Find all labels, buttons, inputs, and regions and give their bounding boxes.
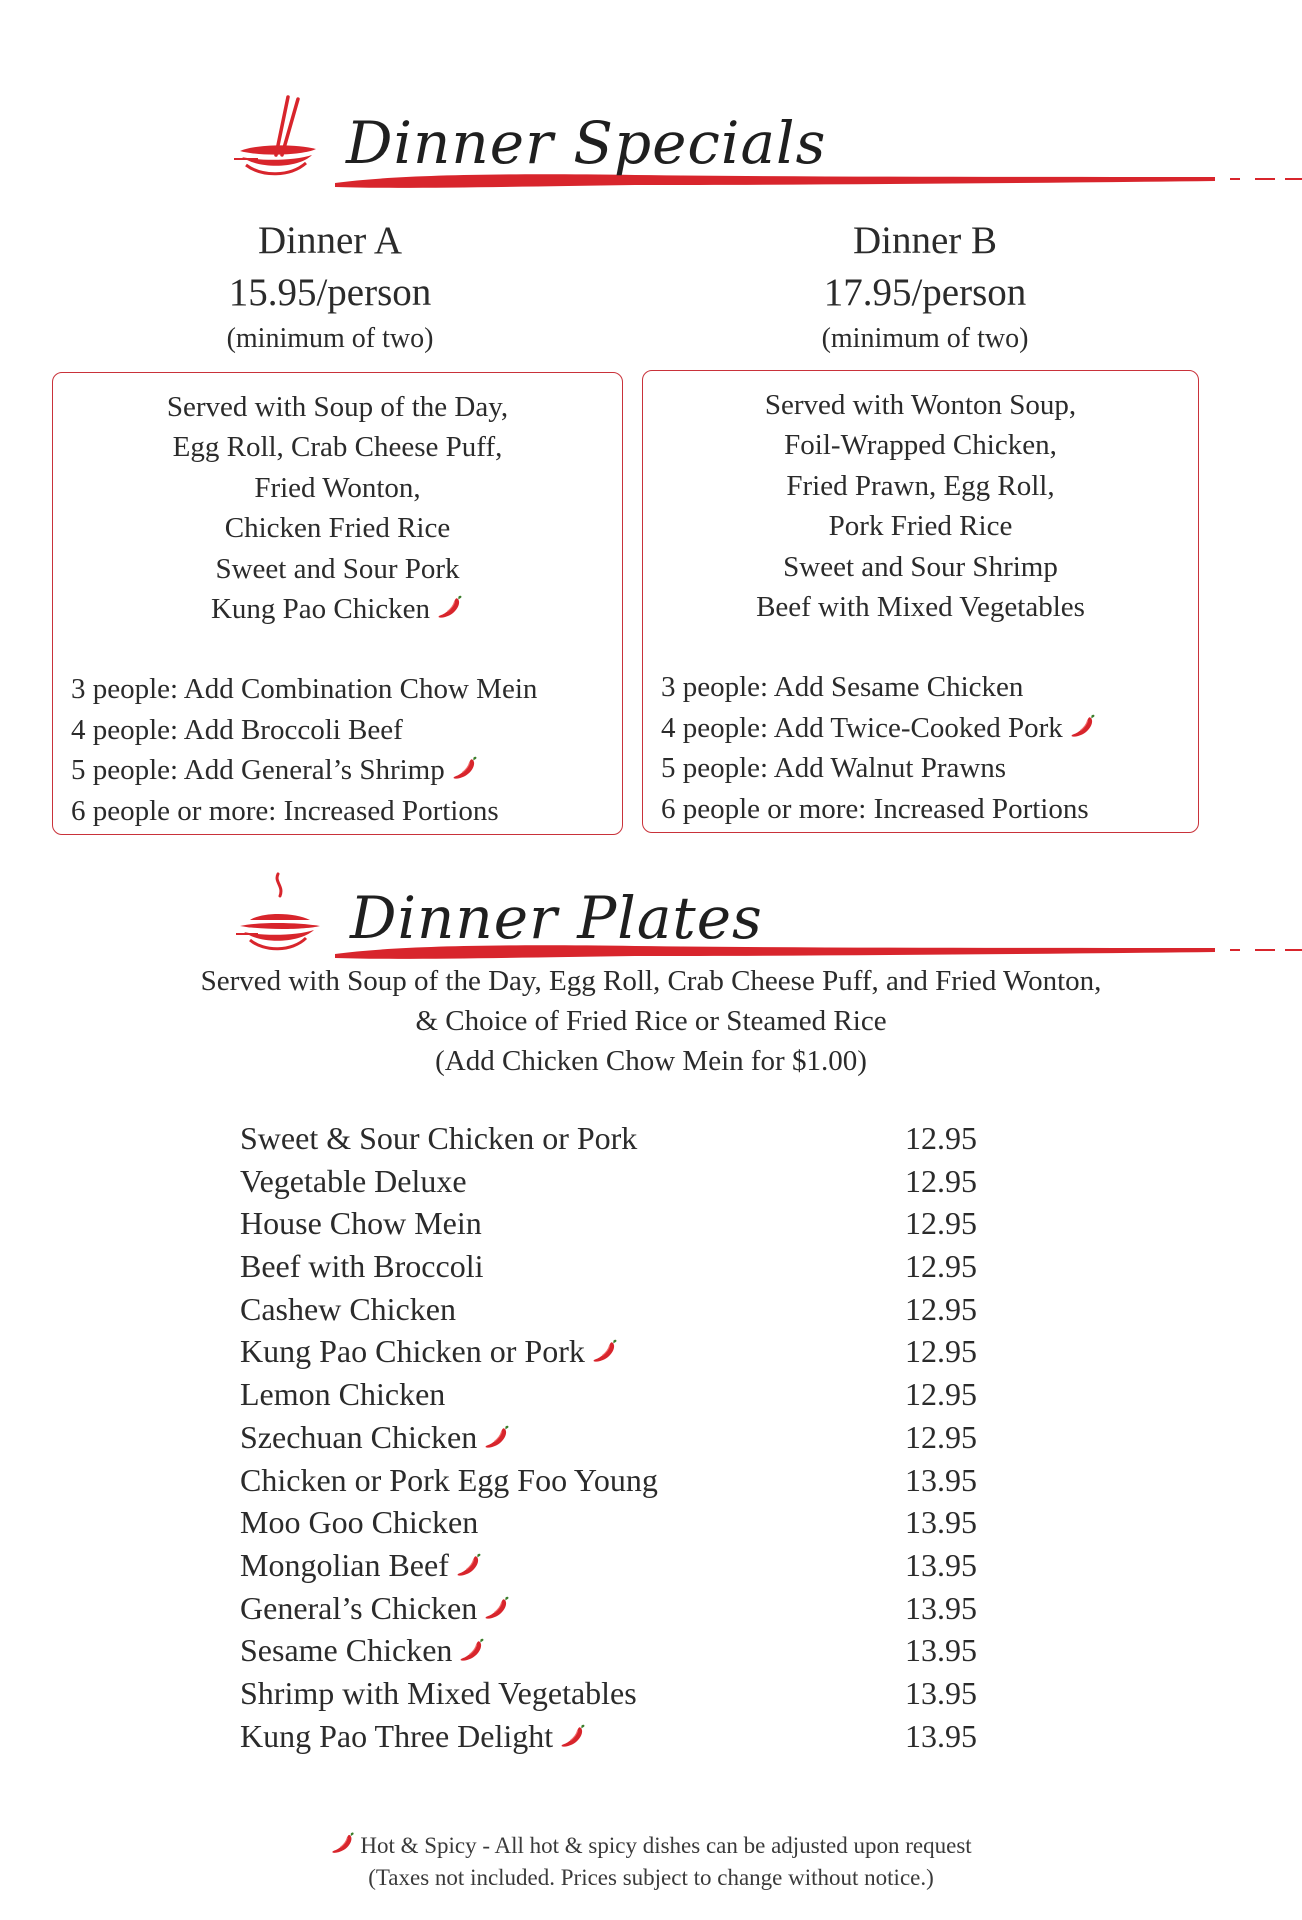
plate-row [240, 1501, 1040, 1544]
plate-row [240, 1715, 1040, 1758]
plate-name [240, 1330, 619, 1373]
dinner-a-item [53, 427, 622, 467]
dinner-a-item [53, 387, 622, 427]
plate-name [240, 1629, 486, 1672]
dinner-a-item [53, 508, 622, 548]
dinner-a-extra [71, 791, 622, 831]
dinner-a-item [53, 468, 622, 508]
plate-name-text: General’s Chicken [240, 1589, 478, 1626]
chili-pepper-icon [451, 754, 479, 782]
plate-name-text: Lemon Chicken [240, 1376, 446, 1413]
chili-pepper-icon [1069, 712, 1097, 740]
plate-name [240, 1245, 483, 1288]
plate-price: 13.95 [905, 1461, 977, 1498]
plate-price: 12.95 [905, 1333, 977, 1370]
dinner-a-item [53, 589, 622, 629]
dinner-a-item-text: Kung Pao Chicken [210, 593, 431, 626]
dinner-a-item-text: Fried Wonton, [254, 471, 421, 504]
plate-price: 12.95 [905, 1205, 977, 1242]
plate-row [240, 1544, 1040, 1587]
plate-row [240, 1373, 1040, 1416]
dinner-a-extra-text: 6 people or more: Increased Portions [71, 794, 499, 827]
dinner-a-extra [71, 750, 622, 790]
dinner-b-extra [661, 708, 1198, 748]
plate-price: 12.95 [905, 1248, 977, 1285]
dinner-b-item-text: Foil-Wrapped Chicken, [784, 429, 1057, 462]
dinner-b-extra [661, 789, 1198, 829]
dinner-b-item [643, 587, 1198, 627]
noodle-bowl-icon [232, 95, 322, 185]
plates-title: Dinner Plates [350, 884, 763, 952]
plate-name-text: Mongolian Beef [240, 1546, 449, 1583]
dinner-b-item-text: Sweet and Sour Shrimp [783, 550, 1058, 583]
dinner-a-item-text: Egg Roll, Crab Cheese Puff, [172, 431, 503, 464]
plate-name-text: Cashew Chicken [240, 1290, 456, 1327]
plate-row [240, 1416, 1040, 1459]
steaming-bowl-icon [234, 872, 324, 962]
plate-name [240, 1416, 511, 1459]
plate-name [240, 1544, 483, 1587]
plate-price: 13.95 [905, 1674, 977, 1711]
dinner-b-item-text: Fried Prawn, Egg Roll, [786, 469, 1055, 502]
dinner-b-item-text: Pork Fried Rice [828, 510, 1013, 543]
plate-name-text: Kung Pao Chicken or Pork [240, 1333, 585, 1370]
specials-title: Dinner Specials [346, 109, 827, 177]
dinner-b-item-text: Served with Wonton Soup, [764, 389, 1077, 421]
dinner-a-item-text: Sweet and Sour Pork [215, 552, 460, 585]
dinner-b-extra-text: 4 people: Add Twice-Cooked Pork [661, 711, 1063, 744]
plate-name-text: Kung Pao Three Delight [240, 1717, 554, 1754]
plates-intro-line-3: (Add Chicken Chow Mein for $1.00) [435, 1045, 867, 1077]
plate-name-text: Sweet & Sour Chicken or Pork [240, 1120, 638, 1156]
plate-name-text: Szechuan Chicken [240, 1418, 478, 1455]
dinner-b-name: Dinner B [852, 219, 998, 262]
dinner-a-items [53, 373, 622, 629]
dinner-b-extras [643, 667, 1198, 829]
chili-pepper-icon [455, 1551, 483, 1579]
dinner-b-extra-text: 3 people: Add Sesame Chicken [661, 671, 1024, 704]
plate-row [240, 1288, 1040, 1331]
plate-name [240, 1587, 511, 1630]
dinner-b-items [643, 371, 1198, 627]
plate-row [240, 1202, 1040, 1245]
dinner-a-name: Dinner A [257, 219, 403, 262]
plate-name [240, 1160, 467, 1203]
plate-name-text: Sesame Chicken [240, 1632, 453, 1669]
plate-row [240, 1672, 1040, 1715]
plate-price: 13.95 [905, 1717, 977, 1754]
dinner-b-extra-text: 6 people or more: Increased Portions [661, 792, 1089, 825]
dinner-a-extra-text: 5 people: Add General’s Shrimp [71, 754, 445, 787]
dinner-a-extra [71, 669, 622, 709]
plate-price: 12.95 [905, 1290, 977, 1327]
dinner-b-extra [661, 748, 1198, 788]
plate-price: 13.95 [905, 1589, 977, 1626]
plate-name [240, 1373, 445, 1416]
spicy-note-text: Hot & Spicy - All hot & spicy dishes can be adjusted upon request [360, 1833, 972, 1858]
plates-intro-line-2: & Choice of Fried Rice or Steamed Rice [415, 1005, 887, 1037]
plate-name-text: Beef with Broccoli [240, 1248, 484, 1285]
plates-intro-line-1: Served with Soup of the Day, Egg Roll, Crab Cheese Puff, and Fried Wonton, [200, 965, 1102, 997]
plate-name-text: Moo Goo Chicken [240, 1504, 479, 1541]
dinner-a-minimum: (minimum of two) [226, 323, 434, 354]
dinner-a-extra-text: 4 people: Add Broccoli Beef [71, 713, 403, 746]
spicy-note [0, 1830, 1302, 1862]
plate-price: 12.95 [905, 1162, 977, 1199]
chili-pepper-icon [483, 1594, 511, 1622]
dinner-a-extra-text: 3 people: Add Combination Chow Mein [71, 673, 538, 706]
chili-pepper-icon [330, 1830, 356, 1856]
plate-row [240, 1459, 1040, 1502]
footer [0, 1830, 1302, 1894]
plate-name-text: Shrimp with Mixed Vegetables [240, 1674, 637, 1711]
plate-row [240, 1117, 1040, 1160]
dinner-b-heading [642, 215, 1208, 359]
plate-row [240, 1587, 1040, 1630]
plate-row [240, 1160, 1040, 1203]
plates-intro [0, 961, 1302, 1081]
dinner-b-item [643, 425, 1198, 465]
plate-price: 13.95 [905, 1546, 977, 1583]
dinner-b-item [643, 506, 1198, 546]
dinner-b-box [642, 370, 1199, 833]
plate-price: 12.95 [905, 1120, 977, 1156]
plate-row [240, 1330, 1040, 1373]
plate-name [240, 1672, 637, 1715]
plate-name [240, 1459, 658, 1502]
plate-name-text: Vegetable Deluxe [240, 1162, 467, 1199]
chili-pepper-icon [559, 1722, 587, 1750]
dinner-b-item [643, 466, 1198, 506]
dinner-b-item [643, 547, 1198, 587]
dinner-b-extra-text: 5 people: Add Walnut Prawns [661, 752, 1007, 785]
dinner-a-extra [71, 710, 622, 750]
plate-name [240, 1202, 482, 1245]
dinner-a-box [52, 372, 623, 835]
dinner-a-item-text: Chicken Fried Rice [224, 512, 451, 545]
plate-name [240, 1117, 637, 1160]
dinner-b-extra [661, 667, 1198, 707]
plate-row [240, 1629, 1040, 1672]
dinner-b-minimum: (minimum of two) [821, 323, 1029, 354]
chili-pepper-icon [458, 1636, 486, 1664]
dinner-b-price: 17.95/person [823, 271, 1027, 314]
dinner-b-item-text: Beef with Mixed Vegetables [756, 591, 1085, 624]
plate-price: 12.95 [905, 1376, 977, 1413]
dinner-a-heading [52, 215, 608, 359]
plate-name [240, 1715, 587, 1758]
plate-name [240, 1288, 456, 1331]
plate-price: 13.95 [905, 1632, 977, 1669]
dinner-a-extras [53, 669, 622, 831]
plate-price: 12.95 [905, 1418, 977, 1455]
plate-name-text: Chicken or Pork Egg Foo Young [240, 1461, 658, 1498]
dinner-a-item [53, 549, 622, 589]
chili-pepper-icon [483, 1423, 511, 1451]
specials-header [0, 95, 1302, 205]
plate-row [240, 1245, 1040, 1288]
chili-pepper-icon [436, 593, 464, 621]
plate-name-text: House Chow Mein [240, 1205, 482, 1242]
plate-price: 13.95 [905, 1504, 977, 1541]
tax-note: (Taxes not included. Prices subject to change without notice.) [368, 1865, 934, 1890]
plates-list [240, 1117, 1040, 1757]
plate-name [240, 1501, 478, 1544]
dinner-b-item [643, 385, 1198, 425]
dinner-a-item-text: Served with Soup of the Day, [166, 391, 509, 423]
dinner-a-price: 15.95/person [228, 271, 432, 314]
chili-pepper-icon [591, 1337, 619, 1365]
